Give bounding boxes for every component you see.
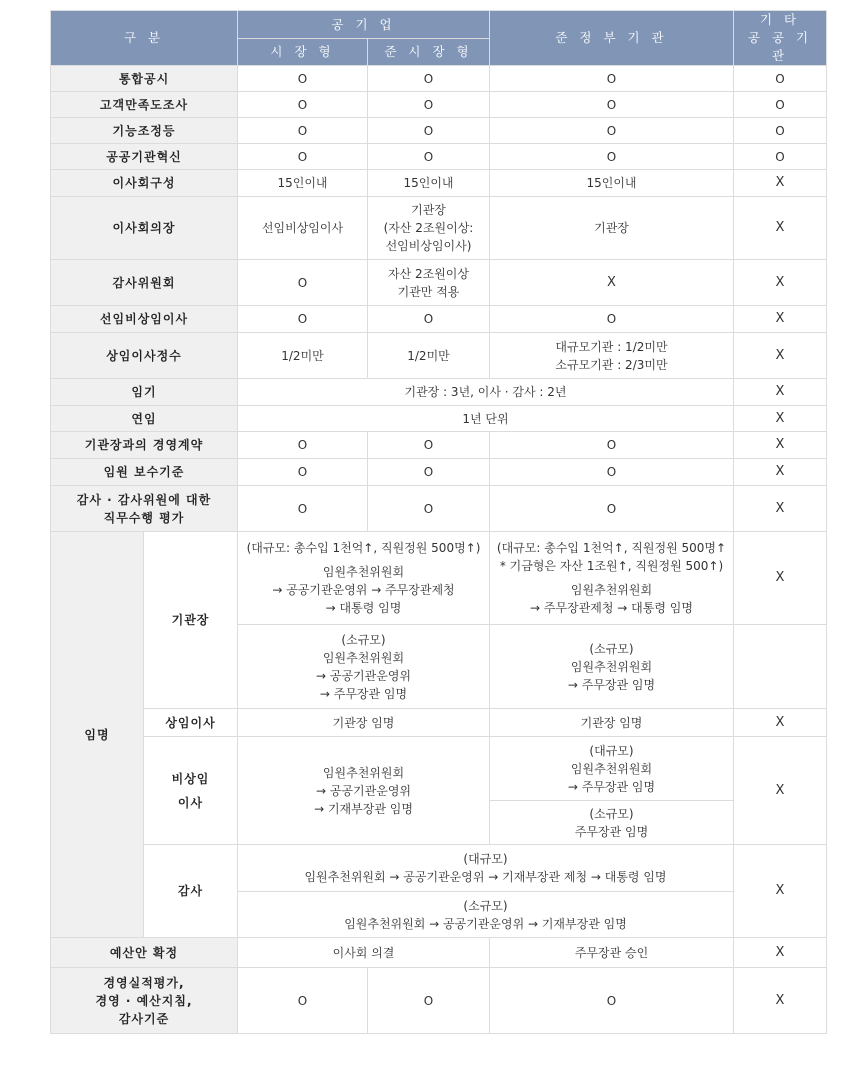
cell-line: → 기재부장관 임명 [314, 801, 413, 816]
row-label: 공공기관혁신 [51, 144, 238, 170]
cell [490, 737, 734, 801]
cell: O [368, 486, 490, 532]
cell: 선임비상임이사 [238, 197, 368, 260]
cell: O [238, 66, 368, 92]
cell: X [734, 260, 827, 306]
cell [238, 845, 734, 892]
row-label: 이사회구성 [51, 170, 238, 197]
row-label: 감사위원회 [51, 260, 238, 306]
cell: X [734, 845, 827, 938]
cell: X [734, 170, 827, 197]
cell [490, 532, 734, 625]
cell: O [368, 432, 490, 459]
row-label: 고객만족도조사 [51, 92, 238, 118]
cell: O [238, 306, 368, 333]
sub-label-nonstanding [144, 737, 238, 845]
cell: O [368, 306, 490, 333]
header-other [734, 11, 827, 66]
cell [490, 333, 734, 379]
cell-line: (소규모) [463, 898, 508, 913]
cell: 1/2미만 [238, 333, 368, 379]
cell: O [238, 260, 368, 306]
cell: X [734, 197, 827, 260]
cell-line: 임원추천위원회 → 공공기관운영위 → 기재부장관 제청 → 대통령 임명 [304, 870, 667, 884]
cell [238, 737, 490, 845]
cell: O [490, 118, 734, 144]
cell: O [490, 92, 734, 118]
cell: 15인이내 [368, 170, 490, 197]
cell-line: 임원추천위원회 [570, 583, 653, 597]
cell: 1년 단위 [238, 406, 734, 432]
cell: O [734, 92, 827, 118]
cell-line: → 주무장관 임명 [567, 677, 656, 692]
header-other-l1: 기 타 [759, 12, 801, 27]
table-row [51, 938, 827, 968]
cell [238, 625, 490, 709]
cell-line: → 대통령 임명 [325, 601, 402, 615]
cell: O [734, 66, 827, 92]
sub-label-line: 비상임 [171, 771, 210, 786]
cell: 기관장 임명 [238, 709, 490, 737]
cell: X [734, 459, 827, 486]
cell-line: → 주무장관 임명 [567, 779, 656, 794]
sub-label-head: 기관장 [144, 532, 238, 709]
cell: X [734, 532, 827, 625]
cell: O [368, 92, 490, 118]
cell: O [490, 968, 734, 1034]
table-row [51, 170, 827, 197]
cell-line: 소규모기관 : 2/3미만 [555, 357, 668, 372]
cell: O [368, 118, 490, 144]
cell: X [734, 737, 827, 845]
cell: O [490, 66, 734, 92]
row-label: 기능조정등 [51, 118, 238, 144]
header-quasi-gov: 준 정 부 기 관 [490, 11, 734, 66]
header-other-l2: 공 공 기 관 [747, 30, 813, 63]
header-quasi-market: 준 시 장 형 [368, 39, 490, 66]
header-market: 시 장 형 [238, 39, 368, 66]
table-row [51, 737, 827, 801]
cell: O [238, 144, 368, 170]
header-category: 구 분 [51, 11, 238, 66]
table-row [51, 432, 827, 459]
cell: O [368, 968, 490, 1034]
row-label: 예산안 확정 [51, 938, 238, 968]
cell: 기관장 : 3년, 이사 · 감사 : 2년 [238, 379, 734, 406]
table-row [51, 118, 827, 144]
comparison-table [50, 10, 827, 1034]
row-label-line: 경영 · 예산지침, [95, 993, 193, 1008]
cell: X [734, 432, 827, 459]
cell: O [238, 118, 368, 144]
table-row [51, 333, 827, 379]
table-row [51, 532, 827, 625]
table-row [51, 306, 827, 333]
cell: 15인이내 [238, 170, 368, 197]
row-label-line: 경영실적평가, [103, 975, 185, 990]
row-label-line: 감사기준 [118, 1011, 170, 1026]
cell: O [734, 144, 827, 170]
cell-line: (소규모) [589, 641, 634, 656]
cell-line: 선임비상임이사) [385, 239, 472, 253]
cell: O [238, 968, 368, 1034]
header-public-enterprise: 공 기 업 [238, 11, 490, 39]
cell-line: * 기금형은 자산 1조원↑, 직원정원 500↑) [499, 559, 724, 573]
cell-line: 임원추천위원회 [322, 765, 405, 780]
cell: X [734, 709, 827, 737]
table-row [51, 379, 827, 406]
cell [490, 625, 734, 709]
cell-line: → 공공기관운영위 → 주무장관제청 [272, 583, 455, 597]
table-row [51, 406, 827, 432]
table-row [51, 66, 827, 92]
cell-line: (소규모) [341, 632, 386, 647]
cell-line: (소규모) [589, 806, 634, 821]
row-label: 선임비상임이사 [51, 306, 238, 333]
cell: O [238, 92, 368, 118]
table-row [51, 968, 827, 1034]
cell [238, 532, 490, 625]
cell-line: 기관만 적용 [397, 284, 460, 299]
row-label: 상임이사정수 [51, 333, 238, 379]
cell: X [734, 968, 827, 1034]
cell-line: → 주무장관제청 → 대통령 임명 [530, 601, 693, 615]
row-label: 임원 보수기준 [51, 459, 238, 486]
cell: O [490, 432, 734, 459]
cell: O [368, 66, 490, 92]
cell: 기관장 [490, 197, 734, 260]
row-label [51, 968, 238, 1034]
row-label-line: 직무수행 평가 [103, 510, 185, 525]
cell-line: (대규모: 총수입 1천억↑, 직원정원 500명↑ [496, 541, 727, 555]
cell: X [734, 333, 827, 379]
cell: X [734, 406, 827, 432]
table-row [51, 459, 827, 486]
cell: O [238, 432, 368, 459]
cell-line: 주무장관 임명 [574, 824, 649, 839]
sub-label-auditor: 감사 [144, 845, 238, 938]
row-label [51, 486, 238, 532]
cell-line: (대규모) [589, 743, 634, 758]
cell: O [734, 118, 827, 144]
cell: O [368, 459, 490, 486]
table-row [51, 197, 827, 260]
cell: O [490, 306, 734, 333]
cell: 15인이내 [490, 170, 734, 197]
cell-line: 임원추천위원회 → 공공기관운영위 → 기재부장관 임명 [344, 916, 627, 931]
cell: X [490, 260, 734, 306]
table-row [51, 92, 827, 118]
cell-line: 임원추천위원회 [322, 650, 405, 665]
cell: O [368, 144, 490, 170]
cell: O [490, 459, 734, 486]
cell-empty [734, 625, 827, 709]
cell [368, 197, 490, 260]
cell-line: 자산 2조원이상 [387, 266, 469, 281]
table-row [51, 486, 827, 532]
cell-line: (대규모: 총수입 1천억↑, 직원정원 500명↑) [246, 541, 481, 555]
cell-line: 임원추천위원회 [570, 659, 653, 674]
cell: 주무장관 승인 [490, 938, 734, 968]
cell-line: 기관장 [411, 203, 446, 217]
sub-label-standing: 상임이사 [144, 709, 238, 737]
cell: 1/2미만 [368, 333, 490, 379]
cell: X [734, 938, 827, 968]
cell [238, 892, 734, 938]
row-label: 임기 [51, 379, 238, 406]
row-label: 기관장과의 경영계약 [51, 432, 238, 459]
cell [368, 260, 490, 306]
table-row [51, 144, 827, 170]
row-label: 통합공시 [51, 66, 238, 92]
row-label-line: 감사 · 감사위원에 대한 [76, 492, 212, 507]
cell-line: → 공공기관운영위 [315, 668, 411, 683]
cell [490, 801, 734, 845]
cell-line: 대규모기관 : 1/2미만 [555, 339, 668, 354]
cell: 기관장 임명 [490, 709, 734, 737]
sub-label-line: 이사 [177, 795, 204, 810]
cell: X [734, 486, 827, 532]
cell: 이사회 의결 [238, 938, 490, 968]
cell-line: (대규모) [463, 852, 508, 866]
row-label: 연임 [51, 406, 238, 432]
cell-line: (자산 2조원이상: [383, 221, 474, 235]
cell-line: 임원추천위원회 [322, 565, 405, 579]
cell: X [734, 306, 827, 333]
cell-line: → 공공기관운영위 [315, 783, 411, 798]
cell: X [734, 379, 827, 406]
cell-line: → 주무장관 임명 [319, 686, 408, 701]
cell: O [238, 486, 368, 532]
table-row [51, 845, 827, 892]
cell: O [490, 486, 734, 532]
cell: O [490, 144, 734, 170]
cell-line: 임원추천위원회 [570, 761, 653, 776]
row-label-appointment: 임명 [51, 532, 144, 938]
table-row [51, 260, 827, 306]
table-row [51, 709, 827, 737]
cell: O [238, 459, 368, 486]
row-label: 이사회의장 [51, 197, 238, 260]
